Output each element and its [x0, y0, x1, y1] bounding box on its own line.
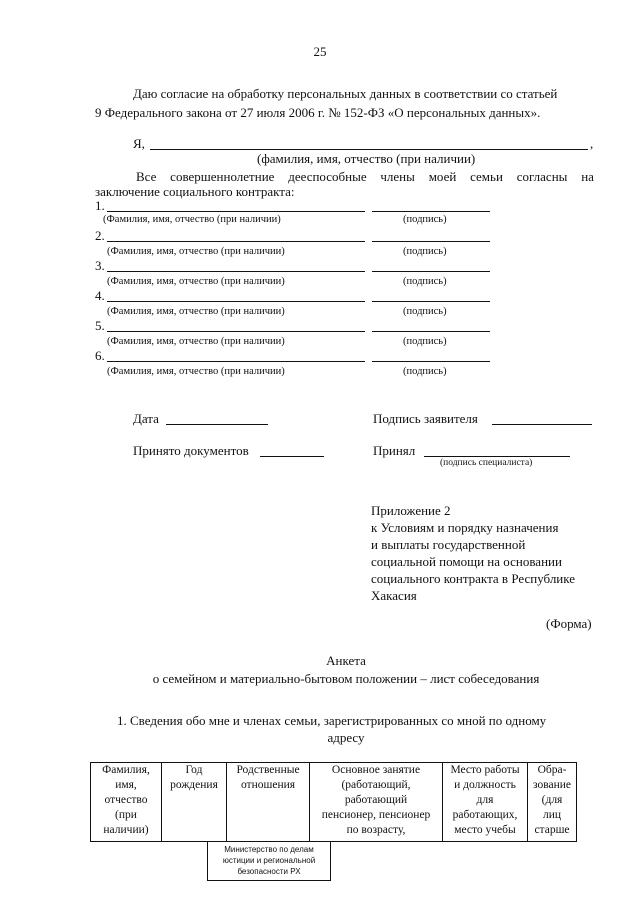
stamp-line: безопасности РХ — [237, 867, 301, 876]
fio-label: (Фамилия, имя, отчество (при наличии) — [103, 214, 281, 225]
page-number: 25 — [313, 44, 327, 59]
header-text: для — [476, 794, 494, 806]
family-word: семьи — [470, 169, 503, 184]
applicant-signature-label: Подпись заявителя — [373, 411, 478, 426]
questionnaire-title: Анкета — [326, 653, 366, 668]
header-text: работающий — [344, 794, 408, 806]
family-consent-line-2: заключение социального контракта: — [95, 184, 295, 199]
fio-line[interactable] — [107, 301, 365, 302]
col-header-occupation — [310, 763, 443, 842]
header-text: по возрасту, — [346, 824, 406, 836]
header-text: зование — [532, 779, 572, 791]
appendix-line: социального контракта в Республике — [371, 571, 576, 586]
col-header-relation — [227, 763, 310, 842]
fio-line[interactable] — [107, 241, 365, 242]
family-word: моей — [428, 169, 457, 184]
row-number: 5. — [95, 318, 105, 333]
signature-label: (подпись) — [403, 214, 447, 225]
applicant-fio-line[interactable] — [150, 149, 588, 150]
family-word: на — [581, 169, 594, 184]
header-text: Родственные — [236, 764, 300, 776]
applicant-signature-line[interactable] — [492, 424, 592, 425]
header-text: работающих, — [452, 809, 518, 821]
section-heading-line-2: адресу — [327, 730, 365, 745]
stamp-line: Министерство по делам — [224, 845, 314, 854]
signature-line[interactable] — [372, 271, 490, 272]
consent-line-1: Даю согласие на обработку персональных данных в соответствии со статьей — [133, 86, 558, 101]
header-text: пенсионер, пенсионер — [321, 809, 431, 821]
form-label: (Форма) — [546, 616, 592, 631]
fio-label: (Фамилия, имя, отчество (при наличии) — [107, 276, 285, 287]
fio-label: (Фамилия, имя, отчество (при наличии) — [107, 246, 285, 257]
signature-label: (подпись) — [403, 306, 447, 317]
header-text: имя, — [115, 779, 137, 791]
fio-line[interactable] — [107, 361, 365, 362]
appendix-line: социальной помощи на основании — [371, 554, 562, 569]
appendix-line: к Условиям и порядку назначения — [371, 520, 559, 535]
signature-label: (подпись) — [403, 366, 447, 377]
header-text: наличии) — [103, 824, 149, 836]
fio-label: (Фамилия, имя, отчество (при наличии) — [107, 306, 285, 317]
signature-line[interactable] — [372, 361, 490, 362]
header-text: рождения — [170, 779, 218, 791]
header-text: Фамилия, — [102, 764, 150, 776]
consent-line-2: 9 Федерального закона от 27 июля 2006 г. № 152-ФЗ «О персональных данных». — [95, 105, 541, 120]
signature-line[interactable] — [372, 241, 490, 242]
specialist-signature-line[interactable] — [424, 456, 570, 457]
signature-line[interactable] — [372, 211, 490, 212]
header-text: и должность — [454, 779, 516, 791]
header-text: (при — [115, 809, 137, 821]
header-text: старше — [534, 824, 570, 836]
family-word: согласны — [516, 169, 568, 184]
fio-label: (Фамилия, имя, отчество (при наличии) — [107, 366, 285, 377]
header-text: лиц — [542, 809, 562, 821]
specialist-caption: (подпись специалиста) — [440, 458, 533, 468]
ministry-stamp — [207, 841, 331, 881]
header-text: (работающий, — [341, 779, 411, 791]
signature-label: (подпись) — [403, 246, 447, 257]
table-header-row — [91, 763, 577, 842]
header-text: отчество — [104, 794, 148, 806]
accepted-by-label: Принял — [373, 443, 416, 458]
appendix-line: и выплаты государственной — [371, 537, 526, 552]
row-number: 1. — [95, 198, 105, 213]
family-word: Все — [136, 169, 157, 184]
header-text: отношения — [240, 779, 296, 791]
row-number: 2. — [95, 228, 105, 243]
fio-label: (Фамилия, имя, отчество (при наличии) — [107, 336, 285, 347]
col-header-fio — [91, 763, 162, 842]
family-word: члены — [380, 169, 415, 184]
documents-accepted-line[interactable] — [260, 456, 324, 457]
row-number: 3. — [95, 258, 105, 273]
documents-accepted-label: Принято документов — [133, 443, 249, 458]
header-text: Место работы — [450, 764, 520, 776]
appendix-line: Хакасия — [371, 588, 417, 603]
fio-line[interactable] — [107, 331, 365, 332]
row-number: 4. — [95, 288, 105, 303]
fio-line[interactable] — [107, 271, 365, 272]
family-consent-line-1 — [136, 169, 594, 185]
appendix-block — [371, 502, 575, 604]
fio-caption: (фамилия, имя, отчество (при наличии) — [257, 151, 476, 166]
header-text: Обра- — [537, 764, 567, 776]
header-text: Год — [185, 764, 203, 776]
stamp-line: юстиции и региональной — [222, 856, 316, 865]
family-info-table — [90, 762, 577, 842]
appendix-line: Приложение 2 — [371, 503, 451, 518]
header-text: (для — [541, 794, 563, 806]
signature-line[interactable] — [372, 331, 490, 332]
col-header-workplace — [443, 763, 528, 842]
fio-line[interactable] — [107, 211, 365, 212]
questionnaire-subtitle: о семейном и материально-бытовом положении – лист собеседования — [152, 671, 540, 686]
header-text: Основное занятие — [331, 764, 421, 776]
section-heading-line-1: 1. Сведения обо мне и членах семьи, зарегистрированных со мной по одному — [117, 713, 547, 728]
family-word: дееспособные — [288, 169, 367, 184]
i-end-comma: , — [590, 136, 594, 151]
col-header-birth-year — [162, 763, 227, 842]
date-label: Дата — [133, 411, 159, 426]
col-header-education — [528, 763, 577, 842]
row-number: 6. — [95, 348, 105, 363]
family-word: совершеннолетние — [170, 169, 275, 184]
signature-line[interactable] — [372, 301, 490, 302]
header-text: место учебы — [454, 824, 516, 836]
date-line[interactable] — [166, 424, 268, 425]
signature-label: (подпись) — [403, 276, 447, 287]
signature-label: (подпись) — [403, 336, 447, 347]
i-label: Я, — [133, 136, 145, 151]
